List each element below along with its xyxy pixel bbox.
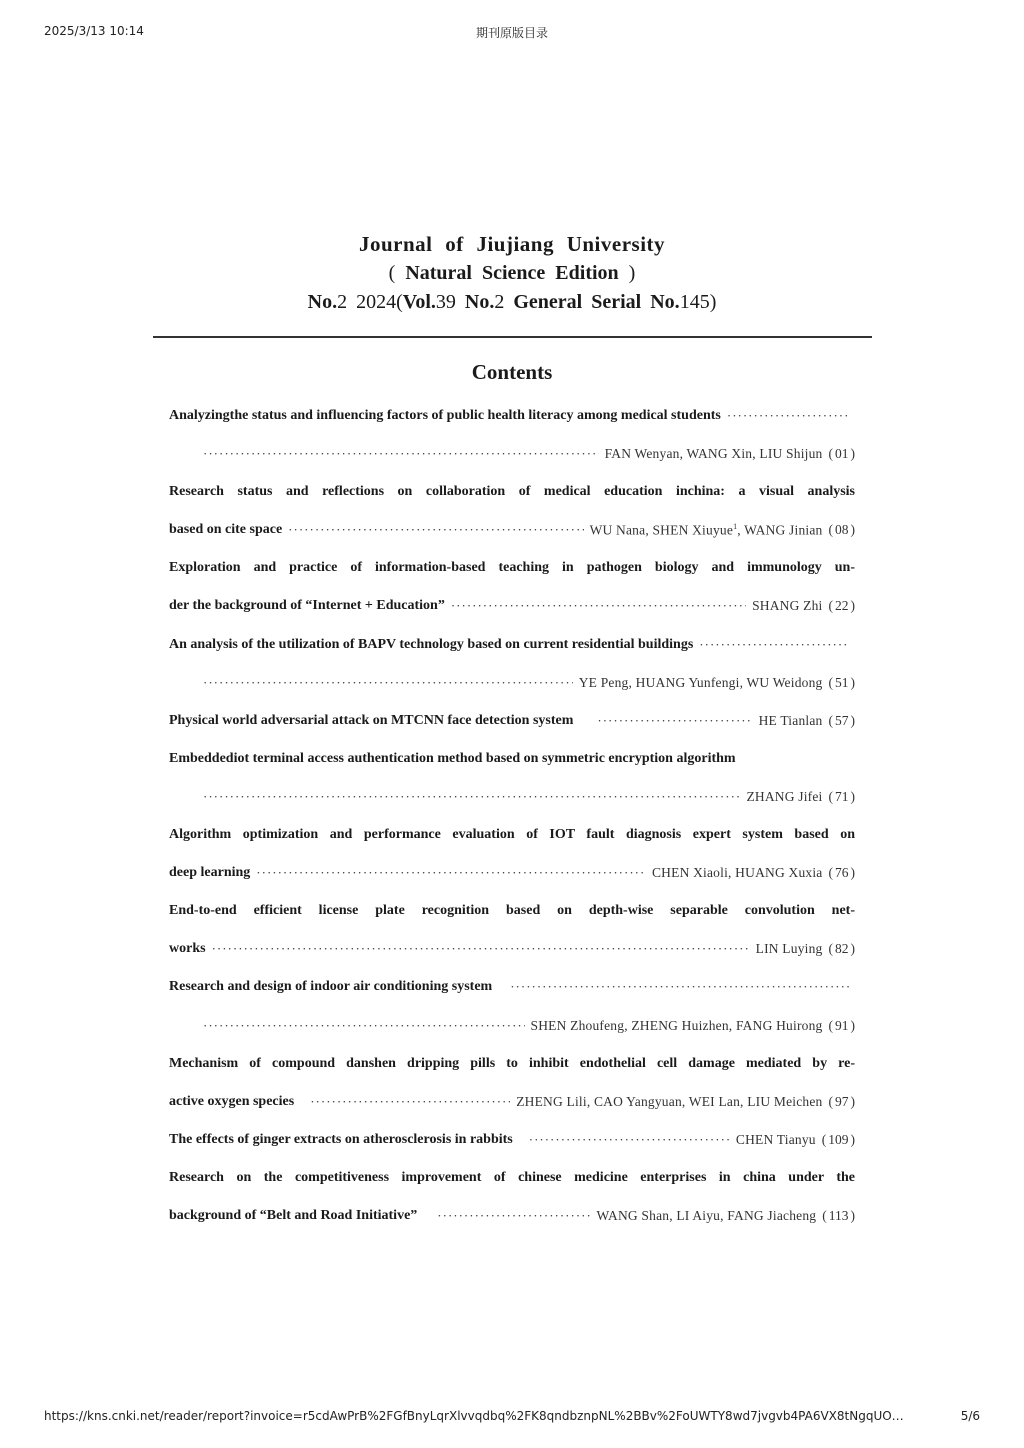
toc-entry[interactable] <box>169 1121 855 1159</box>
article-title-cont: deep learning <box>169 865 251 881</box>
article-authors <box>590 522 823 539</box>
toc-entry-authors[interactable] <box>169 854 855 892</box>
toc-entry-title[interactable] <box>169 473 855 511</box>
article-title: End-to-end efficient license plate recognition based on depth-wise separable convolution net- <box>169 903 855 919</box>
author-affiliation-mark: 1 <box>733 522 738 532</box>
article-page: ( 97 ) <box>829 1094 856 1110</box>
leader-dots <box>212 941 750 957</box>
toc-entry-authors[interactable] <box>169 930 855 968</box>
leader-dots <box>510 979 849 995</box>
author-group: WU Nana, SHEN Xiuyue <box>589 522 734 538</box>
article-title: Mechanism of compound danshen dripping pills to inhibit endothelial cell damage mediated by re- <box>169 1055 855 1071</box>
edition-open: ( <box>388 262 406 284</box>
source-url[interactable]: https://kns.cnki.net/reader/report?invoice=r5cdAwPrB%2FGfBnyLqrXlvvqdbq%2FK8qndbznpNL%2BBv%2FoUWTY8wd7jvgvb4PA6VX8tNgqUO… <box>44 1409 904 1423</box>
table-of-contents <box>169 397 855 1235</box>
author-group: , WANG Jinian <box>737 522 823 538</box>
article-title-cont: based on cite space <box>169 522 283 538</box>
toc-entry-title[interactable] <box>169 626 855 664</box>
vol-number: 39 <box>435 291 465 313</box>
leader-dots <box>256 865 646 881</box>
toc-entry-title[interactable] <box>169 397 855 435</box>
toc-entry-title[interactable] <box>169 740 855 778</box>
toc-entry-title[interactable] <box>169 892 855 930</box>
print-header <box>44 24 980 44</box>
toc-entry-authors[interactable] <box>169 778 855 816</box>
toc-entry-authors[interactable] <box>169 1007 855 1045</box>
toc-entry-title[interactable] <box>169 1045 855 1083</box>
journal-title: Journal of Jiujiang University <box>358 232 666 256</box>
print-date: 2025/3/13 10:14 <box>44 24 144 38</box>
article-title: Algorithm optimization and performance evaluation of IOT fault diagnosis expert system based on <box>169 827 855 843</box>
print-footer <box>44 1409 980 1429</box>
article-authors: FAN Wenyan, WANG Xin, LIU Shijun <box>604 446 823 462</box>
article-title: Research status and reflections on collaboration of medical education inchina: a visual analysis <box>169 484 855 500</box>
leader-dots <box>727 408 849 424</box>
article-authors: SHEN Zhoufeng, ZHENG Huizhen, FANG Huirong <box>530 1017 823 1033</box>
article-authors: ZHENG Lili, CAO Yangyuan, WEI Lan, LIU Meichen <box>516 1093 823 1109</box>
article-title: Analyzingthe status and influencing factors of public health literacy among medical students <box>169 408 721 423</box>
vol-label: Vol. <box>402 291 436 313</box>
article-title: Exploration and practice of information-based teaching in pathogen biology and immunology un- <box>169 560 855 576</box>
leader-dots <box>529 1132 730 1148</box>
toc-entry-authors[interactable] <box>169 664 855 702</box>
toc-entry[interactable] <box>169 702 855 740</box>
article-title: Embeddediot terminal access authentication method based on symmetric encryption algorithm <box>169 750 736 766</box>
article-title-cont: works <box>169 941 206 957</box>
article-page: ( 08 ) <box>829 522 856 538</box>
contents-heading: Contents <box>471 360 553 384</box>
toc-entry-title[interactable] <box>169 549 855 587</box>
article-title: Physical world adversarial attack on MTCNN face detection system <box>169 712 574 728</box>
article-authors: LIN Luying <box>755 941 823 957</box>
article-authors: CHEN Xiaoli, HUANG Xuxia <box>651 865 823 881</box>
toc-entry-title[interactable] <box>169 1159 855 1197</box>
leader-dots <box>597 713 752 729</box>
article-authors: WANG Shan, LI Aiyu, FANG Jiacheng <box>596 1207 817 1223</box>
article-authors: CHEN Tianyu <box>735 1131 816 1147</box>
article-title: An analysis of the utilization of BAPV technology based on current residential buildings <box>169 636 694 652</box>
header-divider <box>153 336 872 338</box>
no-label: No. <box>464 291 495 313</box>
leader-dots <box>310 1094 510 1110</box>
article-page: ( 51 ) <box>829 675 856 691</box>
toc-entry-authors[interactable] <box>169 1197 855 1235</box>
article-page: ( 113 ) <box>822 1208 855 1224</box>
article-page: ( 57 ) <box>829 713 856 729</box>
article-page: ( 82 ) <box>829 941 856 957</box>
toc-entry-authors[interactable] <box>169 435 855 473</box>
serial-label: General Serial No. <box>513 291 680 313</box>
article-title-cont: background of “Belt and Road Initiative” <box>169 1207 418 1223</box>
toc-entry-authors[interactable] <box>169 511 855 549</box>
article-page: ( 109 ) <box>822 1132 855 1148</box>
article-page: ( 76 ) <box>829 865 856 881</box>
leader-dots <box>437 1208 590 1224</box>
toc-entry-title[interactable] <box>169 816 855 854</box>
article-authors: YE Peng, HUANG Yunfengi, WU Weidong <box>578 674 823 690</box>
leader-dots <box>203 675 573 691</box>
toc-entry-title[interactable] <box>169 968 855 1006</box>
article-title-cont: der the background of “Internet + Education” <box>169 598 445 614</box>
article-page: ( 22 ) <box>829 598 856 614</box>
leader-dots <box>203 789 740 805</box>
serial-number: 145) <box>679 291 717 313</box>
no-number: 2 <box>494 291 514 313</box>
journal-issue-line <box>0 288 1024 316</box>
article-title-cont: active oxygen species <box>169 1093 295 1109</box>
leader-dots <box>451 598 746 614</box>
print-title: 期刊原版目录 <box>475 26 548 40</box>
article-authors: HE Tianlan <box>758 712 823 728</box>
article-authors: ZHANG Jifei <box>746 788 823 804</box>
page-indicator: 5/6 <box>960 1409 980 1423</box>
leader-dots <box>288 522 583 538</box>
journal-masthead <box>0 230 1024 316</box>
toc-entry-authors[interactable] <box>169 1083 855 1121</box>
toc-entry-authors[interactable] <box>169 587 855 625</box>
leader-dots <box>203 1018 525 1034</box>
article-page: ( 71 ) <box>829 789 856 805</box>
article-title: Research and design of indoor air conditioning system <box>169 979 493 995</box>
article-page: ( 91 ) <box>829 1018 856 1034</box>
article-title: Research on the competitiveness improvement of chinese medicine enterprises in china under the <box>169 1169 855 1185</box>
issue-no-label: No. <box>307 291 338 313</box>
leader-dots <box>203 446 599 462</box>
article-authors: SHANG Zhi <box>752 598 823 614</box>
journal-edition <box>0 258 1024 288</box>
issue-number: 2 2024( <box>337 291 403 313</box>
edition-name: Natural Science Edition <box>405 262 619 284</box>
article-page: ( 01 ) <box>829 446 856 462</box>
article-title: The effects of ginger extracts on atherosclerosis in rabbits <box>169 1131 513 1147</box>
edition-close: ) <box>618 262 636 284</box>
leader-dots <box>699 637 849 653</box>
